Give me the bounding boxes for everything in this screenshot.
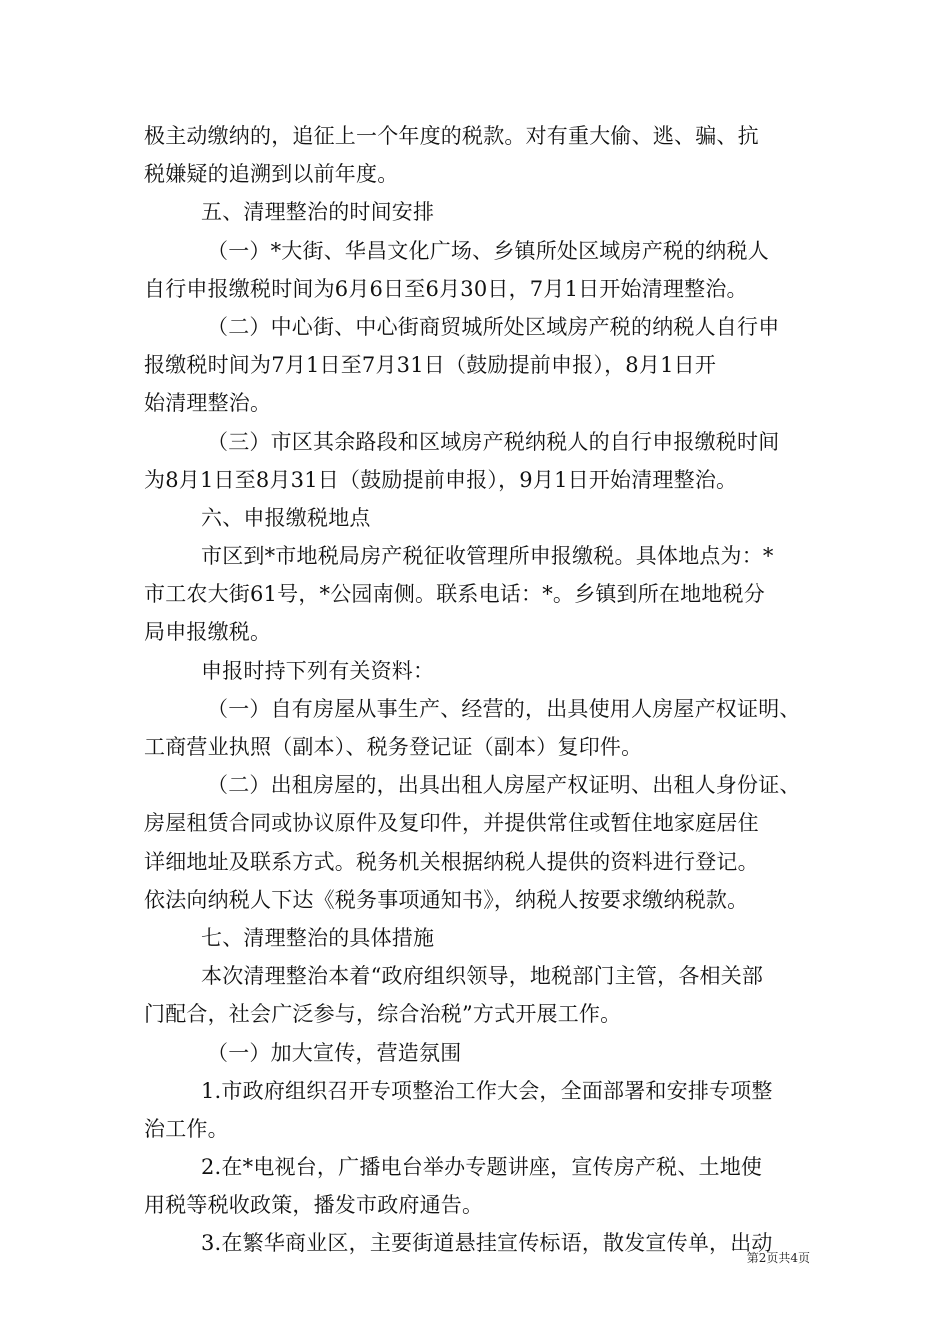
text-line: 门配合，社会广泛参与，综合治税”方式开展工作。 bbox=[144, 1002, 622, 1027]
subsection-heading: （一）加大宣传，营造氛围 bbox=[207, 1040, 462, 1065]
page-number: 第2页共4页 bbox=[746, 1251, 810, 1265]
section-heading: 五、清理整治的时间安排 bbox=[201, 200, 435, 225]
text-line: 税嫌疑的追溯到以前年度。 bbox=[144, 162, 399, 187]
text-line: 房屋租赁合同或协议原件及复印件，并提供常住或暂住地家庭居住 bbox=[144, 811, 759, 836]
text-line: 始清理整治。 bbox=[144, 391, 272, 416]
text-line: 3.在繁华商业区，主要街道悬挂宣传标语，散发宣传单，出动 bbox=[201, 1231, 773, 1256]
section-heading: 六、申报缴税地点 bbox=[201, 505, 371, 530]
text-line: 局申报缴税。 bbox=[144, 620, 272, 645]
text-line: 治工作。 bbox=[144, 1116, 229, 1141]
text-line: 市工农大街61号，*公园南侧。联系电话：*。乡镇到所在地地税分 bbox=[144, 582, 765, 607]
text-line: 2.在*电视台，广播电台举办专题讲座，宣传房产税、土地使 bbox=[201, 1155, 763, 1180]
text-line: 详细地址及联系方式。税务机关根据纳税人提供的资料进行登记。 bbox=[144, 849, 759, 874]
text-line: （二）出租房屋的，出具出租人房屋产权证明、出租人身份证、 bbox=[207, 773, 801, 798]
section-heading: 七、清理整治的具体措施 bbox=[201, 925, 435, 950]
text-line: 用税等税收政策，播发市政府通告。 bbox=[144, 1193, 484, 1218]
text-line: 极主动缴纳的，追征上一个年度的税款。对有重大偷、逃、骗、抗 bbox=[144, 124, 759, 148]
text-line: （一）自有房屋从事生产、经营的，出具使用人房屋产权证明、 bbox=[207, 696, 801, 721]
text-line: 本次清理整治本着“政府组织领导，地税部门主管，各相关部 bbox=[201, 964, 764, 989]
text-line: 市区到*市地税局房产税征收管理所申报缴税。具体地点为：* bbox=[201, 544, 774, 569]
text-line: 自行申报缴税时间为6月6日至6月30日，7月1日开始清理整治。 bbox=[144, 276, 748, 301]
text-line: （三）市区其余路段和区域房产税纳税人的自行申报缴税时间 bbox=[207, 429, 780, 454]
text-line: 报缴税时间为7月1日至7月31日（鼓励提前申报），8月1日开 bbox=[144, 353, 717, 378]
text-line: 1.市政府组织召开专项整治工作大会，全面部署和安排专项整 bbox=[201, 1078, 773, 1103]
text-line: （二）中心街、中心街商贸城所处区域房产税的纳税人自行申 bbox=[207, 314, 780, 339]
text-line: 工商营业执照（副本）、税务登记证（副本）复印件。 bbox=[144, 735, 643, 759]
text-line: 依法向纳税人下达《税务事项通知书》，纳税人按要求缴纳税款。 bbox=[144, 887, 749, 912]
document-body bbox=[144, 117, 814, 1263]
text-line: 申报时持下列有关资料： bbox=[201, 658, 435, 683]
text-line: 为8月1日至8月31日（鼓励提前申报），9月1日开始清理整治。 bbox=[144, 467, 738, 492]
text-line: （一）*大街、华昌文化广场、乡镇所处区域房产税的纳税人 bbox=[207, 238, 769, 263]
